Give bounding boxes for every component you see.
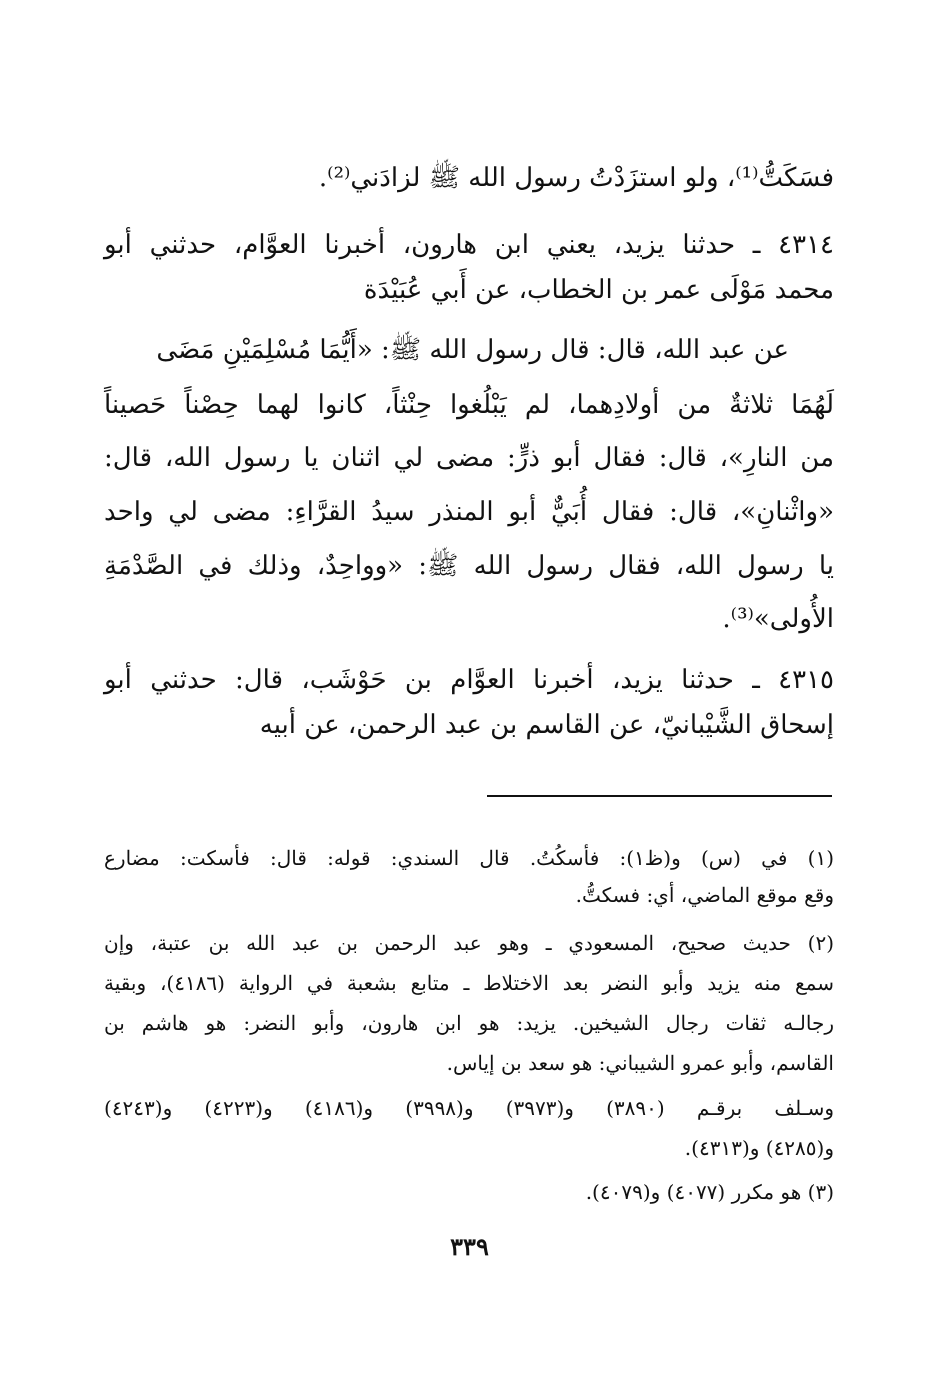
footnote-2-line-1: (٢) حديث صحيح، المسعودي ـ وهو عبد الرحمن بن عبد الله بن عتبة، وإن — [104, 931, 834, 955]
footnote-separator — [487, 795, 832, 797]
hadith-4314-matn-line-4: «واثْنانِ»، قال: فقال أُبَيٌّ أبو المنذر سيدُ القرَّاءِ: مضى لي واحد — [104, 497, 834, 527]
footnote-3: (٣) هو مكرر (٤٠٧٧) و(٤٠٧٩). — [585, 1180, 834, 1204]
hadith-4314-matn-line-6: الأُولى»⁽³⁾. — [722, 604, 834, 634]
hadith-4314-line-2: محمد مَوْلَى عمر بن الخطاب، عن أَبي عُبَيْدَة — [363, 275, 834, 305]
footnote-2-line-6: و(٤٢٨٥) و(٤٣١٣). — [684, 1136, 834, 1160]
hadith-4314-matn-line-3: من النارِ»، قال: فقال أبو ذرٍّ: مضى لي اثنان يا رسول الله، قال: — [104, 443, 834, 473]
hadith-4314-matn-line-5: يا رسول الله، فقال رسول الله ﷺ: «وواحِدٌ، وذلك في الصَّدْمَةِ — [104, 551, 834, 581]
footnote-2-line-4: القاسم، وأبو عمرو الشيباني: هو سعد بن إياس. — [446, 1051, 834, 1075]
hadith-4314-matn-line-1: عن عبد الله، قال: قال رسول الله ﷺ: «أَيُّمَا مُسْلِمَيْنِ مَضَى — [156, 335, 789, 365]
body-line-1: فسَكَتُّ⁽¹⁾، ولو استزَدْتُ رسول الله ﷺ لزادَني⁽²⁾. — [318, 163, 834, 193]
footnote-1-line-1: (١) في (س) و(ظ١): فأسكُتُ. قال السندي: قوله: قال: فأسكت: مضارع — [104, 846, 834, 870]
footnote-1-line-2: وقع موقع الماضي، أي: فسكتُّ. — [575, 883, 834, 907]
hadith-4314-line-1: ٤٣١٤ ـ حدثنا يزيد، يعني ابن هارون، أخبرنا العوَّام، حدثني أبو — [104, 230, 834, 260]
hadith-4315-line-1: ٤٣١٥ ـ حدثنا يزيد، أخبرنا العوَّام بن حَوْشَب، قال: حدثني أبو — [104, 665, 834, 695]
page-number: ٣٣٩ — [450, 1232, 489, 1261]
footnote-2-line-5: وسـلف برقـم (٣٨٩٠) و(٣٩٧٣) و(٣٩٩٨) و(٤١٨٦) و(٤٢٢٣) و(٤٢٤٣) — [104, 1096, 834, 1120]
hadith-4315-line-2: إسحاق الشَّيْبانيّ، عن القاسم بن عبد الرحمن، عن أبيه — [259, 710, 834, 740]
hadith-4314-matn-line-2: لَهُمَا ثلاثةٌ من أولادِهما، لم يَبْلُغوا حِنْثاً، كانوا لهما حِصْناً حَصيناً — [104, 390, 834, 420]
footnote-2-line-3: رجالـه ثقات رجال الشيخين. يزيد: هو ابن هارون، وأبو النضر: هو هاشم بن — [104, 1011, 834, 1035]
footnote-2-line-2: سمع منه يزيد وأبو النضر بعد الاختلاط ـ متابع بشعبة في الرواية (٤١٨٦)، وبقية — [104, 971, 834, 995]
